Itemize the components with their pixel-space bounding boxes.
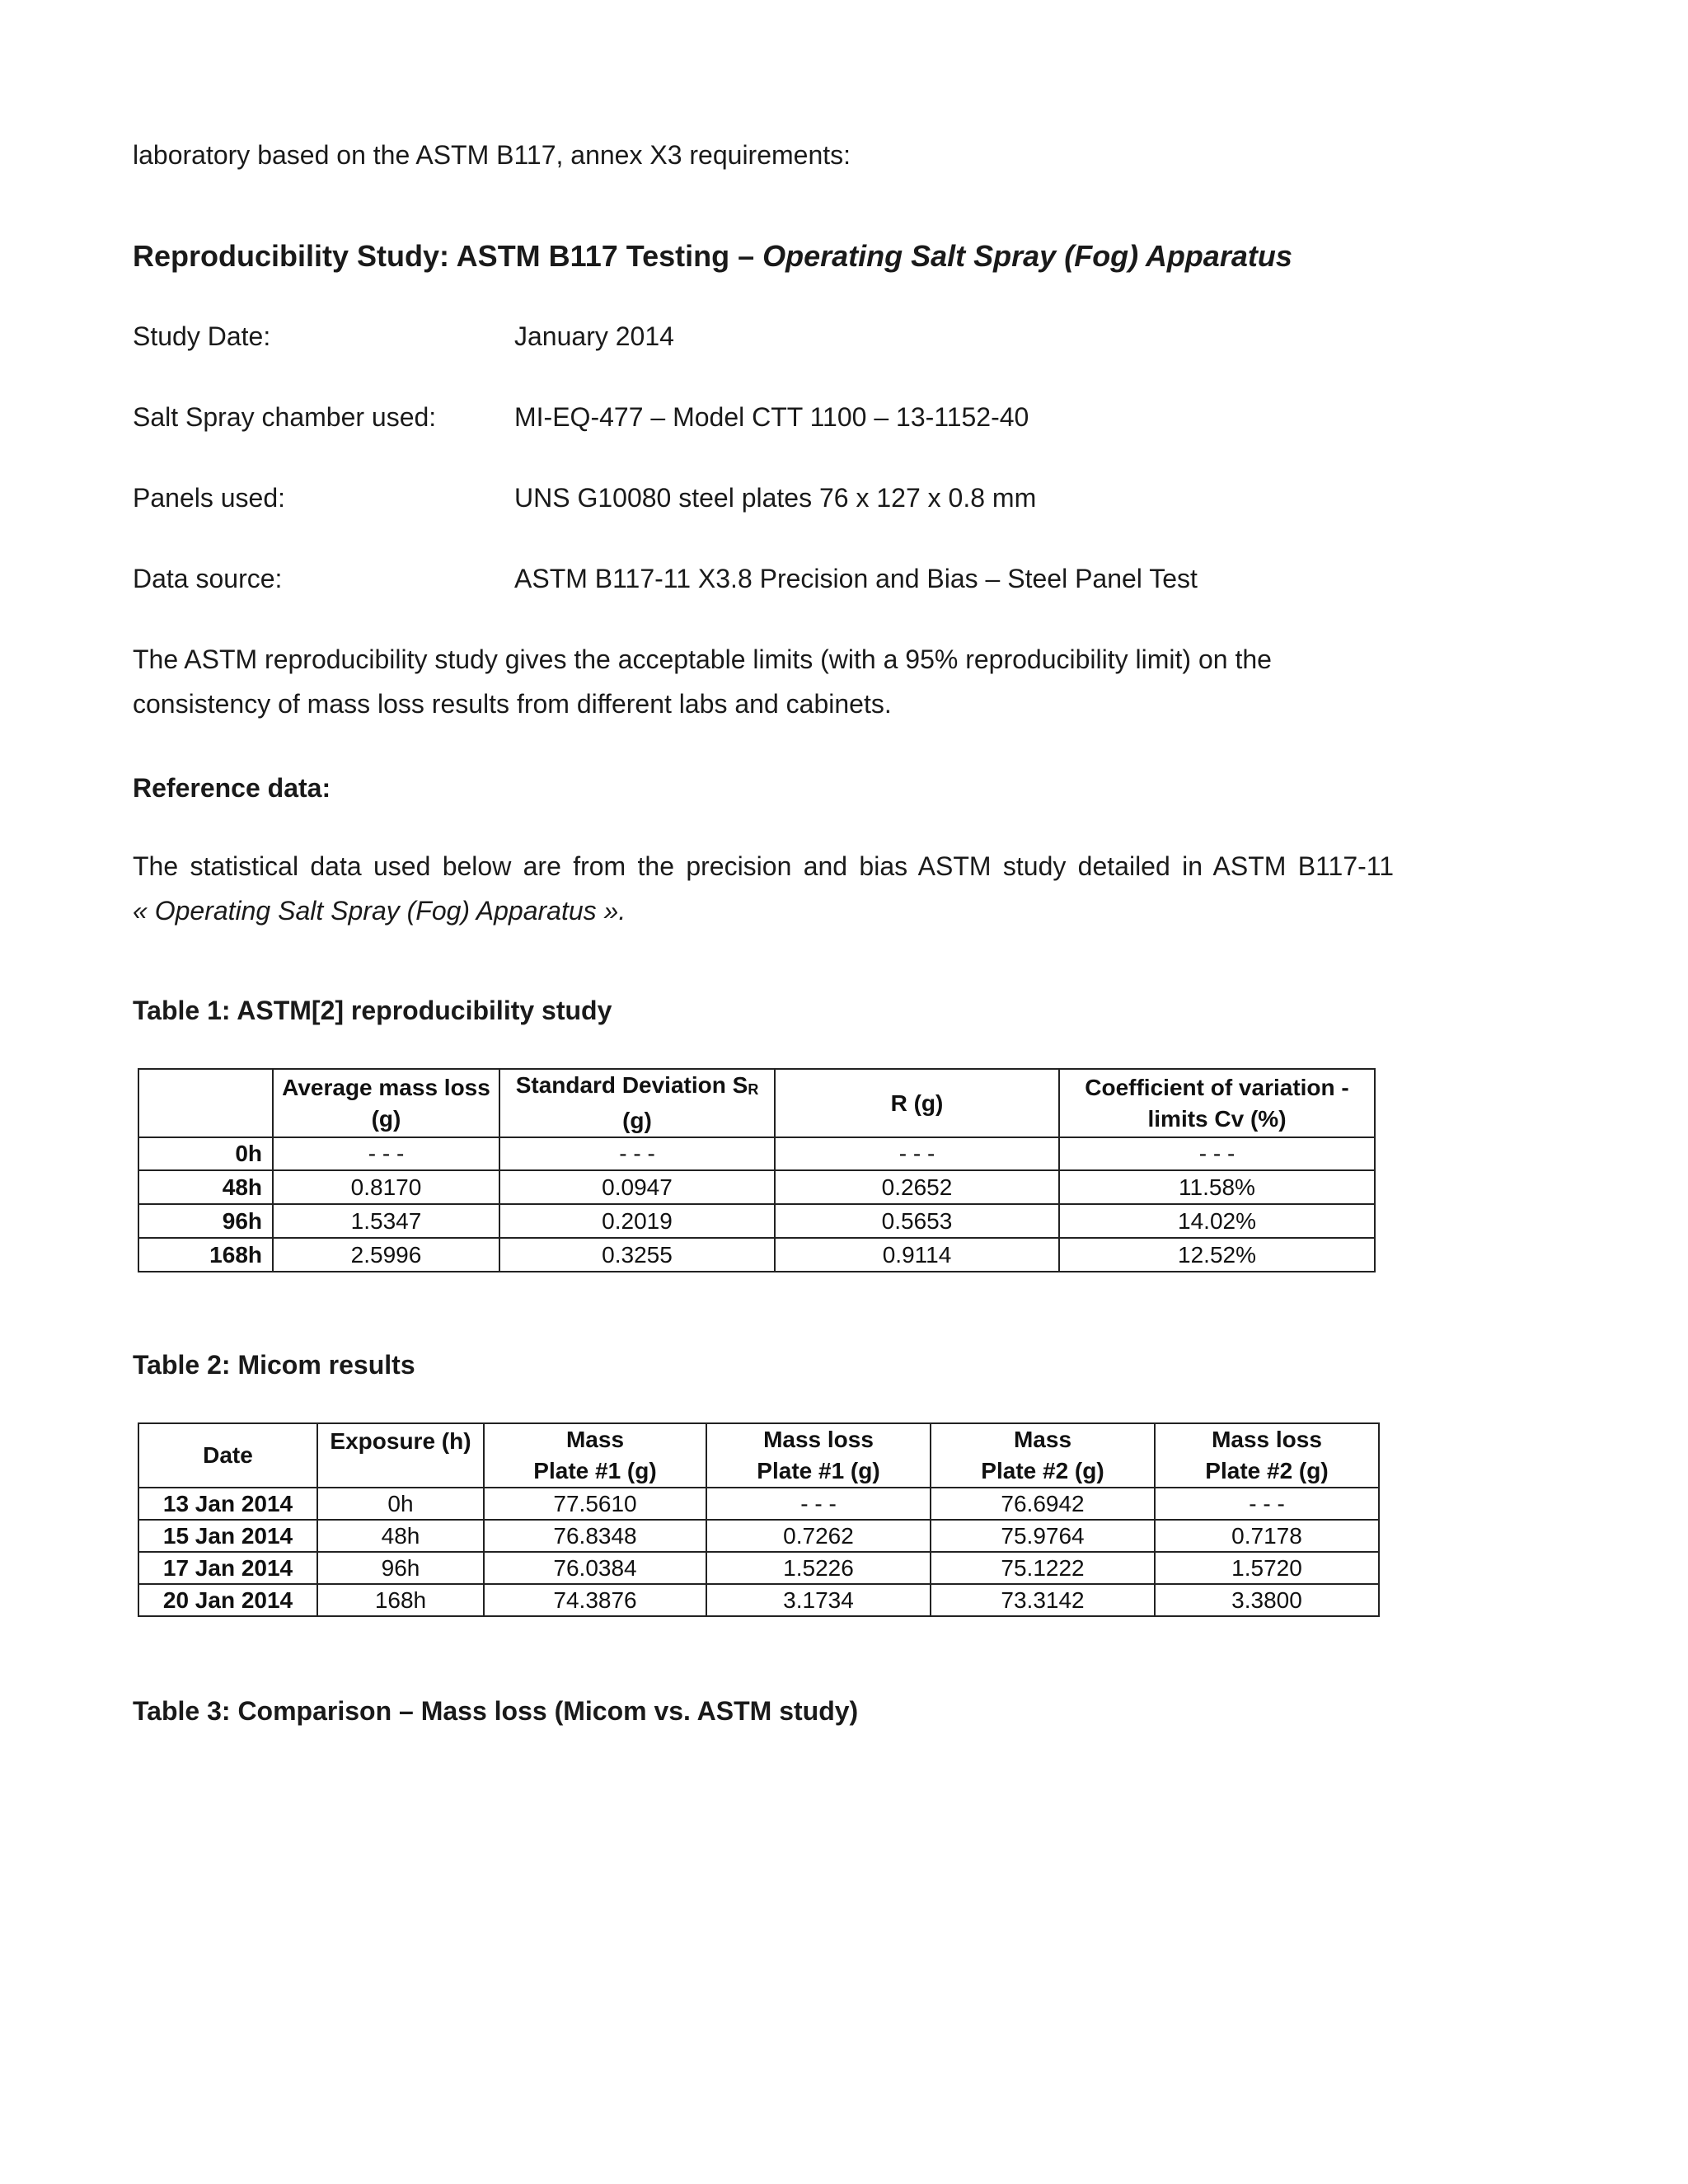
cell-mass1: 76.8348 <box>484 1520 706 1552</box>
field-label: Salt Spray chamber used: <box>133 402 437 432</box>
table-row <box>138 1584 1379 1616</box>
cell-mass1: 74.3876 <box>484 1584 706 1616</box>
table-row <box>138 1238 1375 1272</box>
cell-date: 17 Jan 2014 <box>138 1552 317 1584</box>
table2-micom-results <box>138 1422 1380 1617</box>
table3-caption: Table 3: Comparison – Mass loss (Micom vs. ASTM study) <box>133 1696 859 1726</box>
table-header-row <box>138 1069 1375 1137</box>
table-header-row <box>138 1423 1379 1488</box>
header-blank <box>138 1069 273 1137</box>
heading-italic: Operating Salt Spray (Fog) Apparatus <box>762 239 1292 273</box>
row-label: 168h <box>138 1238 273 1272</box>
cell-date: 15 Jan 2014 <box>138 1520 317 1552</box>
field-value: January 2014 <box>514 321 674 351</box>
header-line: Plate #2 (g) <box>1205 1458 1329 1483</box>
cell-mass2: 75.1222 <box>931 1552 1155 1584</box>
table1-reproducibility <box>138 1068 1376 1272</box>
cell-sd: 0.0947 <box>499 1170 775 1204</box>
cell-r: - - - <box>775 1137 1059 1170</box>
reference-data-label: Reference data: <box>133 773 331 803</box>
header-cv: Coefficient of variation - limits Cv (%) <box>1059 1069 1375 1137</box>
cell-sd: 0.3255 <box>499 1238 775 1272</box>
cell-loss2: 0.7178 <box>1155 1520 1379 1552</box>
header-line: Plate #1 (g) <box>533 1458 657 1483</box>
table-row <box>138 1204 1375 1238</box>
cell-r: 0.5653 <box>775 1204 1059 1238</box>
header-r: R (g) <box>775 1069 1059 1137</box>
cell-sd: 0.2019 <box>499 1204 775 1238</box>
table-row <box>138 1520 1379 1552</box>
cell-avg: 1.5347 <box>273 1204 499 1238</box>
cell-mass1: 77.5610 <box>484 1488 706 1520</box>
cell-date: 13 Jan 2014 <box>138 1488 317 1520</box>
table2-caption: Table 2: Micom results <box>133 1350 415 1380</box>
cell-exposure: 96h <box>317 1552 484 1584</box>
header-line: Mass <box>1013 1427 1072 1452</box>
cell-avg: 0.8170 <box>273 1170 499 1204</box>
header-exposure: Exposure (h) <box>317 1423 484 1488</box>
heading-main: Reproducibility Study: ASTM B117 Testing – <box>133 239 763 273</box>
paragraph-reference-line1: The statistical data used below are from the precision and bias ASTM study detailed in ASTM B117-11 <box>133 851 1394 881</box>
header-line: Plate #2 (g) <box>981 1458 1104 1483</box>
cell-exposure: 168h <box>317 1584 484 1616</box>
paragraph-reproducibility: The ASTM reproducibility study gives the acceptable limits (with a 95% reproducibility limit) on the consistency of mass loss results from different labs and cabinets. <box>133 644 1272 719</box>
cell-exposure: 0h <box>317 1488 484 1520</box>
row-label: 96h <box>138 1204 273 1238</box>
cell-avg: 2.5996 <box>273 1238 499 1272</box>
header-line: Mass loss <box>763 1427 874 1452</box>
cell-mass2: 75.9764 <box>931 1520 1155 1552</box>
field-label: Data source: <box>133 564 283 593</box>
header-loss-plate2 <box>1155 1423 1379 1488</box>
field-label: Study Date: <box>133 321 271 351</box>
table-row <box>138 1137 1375 1170</box>
header-std-dev-sub: R <box>748 1081 759 1098</box>
table-row <box>138 1170 1375 1204</box>
cell-loss1: - - - <box>706 1488 931 1520</box>
header-avg-mass-loss: Average mass loss (g) <box>273 1069 499 1137</box>
cell-r: 0.2652 <box>775 1170 1059 1204</box>
section-heading <box>133 238 1292 274</box>
paragraph-reference-line2: « Operating Salt Spray (Fog) Apparatus ». <box>133 896 626 926</box>
header-line: Mass <box>565 1427 625 1452</box>
cell-cv: - - - <box>1059 1137 1375 1170</box>
header-loss-plate1 <box>706 1423 931 1488</box>
cell-cv: 12.52% <box>1059 1238 1375 1272</box>
cell-exposure: 48h <box>317 1520 484 1552</box>
field-value: ASTM B117-11 X3.8 Precision and Bias – Steel Panel Test <box>514 564 1198 593</box>
header-mass-plate1 <box>484 1423 706 1488</box>
cell-date: 20 Jan 2014 <box>138 1584 317 1616</box>
cell-loss2: 1.5720 <box>1155 1552 1379 1584</box>
table1-caption: Table 1: ASTM[2] reproducibility study <box>133 996 612 1025</box>
cell-sd: - - - <box>499 1137 775 1170</box>
row-label: 48h <box>138 1170 273 1204</box>
header-std-dev-unit: (g) <box>622 1108 652 1133</box>
cell-mass2: 76.6942 <box>931 1488 1155 1520</box>
field-value: UNS G10080 steel plates 76 x 127 x 0.8 mm <box>514 483 1037 513</box>
cell-mass1: 76.0384 <box>484 1552 706 1584</box>
cell-cv: 14.02% <box>1059 1204 1375 1238</box>
cell-loss2: - - - <box>1155 1488 1379 1520</box>
cell-r: 0.9114 <box>775 1238 1059 1272</box>
cell-loss2: 3.3800 <box>1155 1584 1379 1616</box>
header-line: Plate #1 (g) <box>757 1458 880 1483</box>
header-date: Date <box>138 1423 317 1488</box>
intro-text: laboratory based on the ASTM B117, annex X3 requirements: <box>133 140 851 170</box>
row-label: 0h <box>138 1137 273 1170</box>
header-mass-plate2 <box>931 1423 1155 1488</box>
cell-cv: 11.58% <box>1059 1170 1375 1204</box>
cell-avg: - - - <box>273 1137 499 1170</box>
header-line: Mass loss <box>1212 1427 1322 1452</box>
header-std-dev <box>499 1069 775 1137</box>
table-row <box>138 1488 1379 1520</box>
cell-loss1: 1.5226 <box>706 1552 931 1584</box>
table-row <box>138 1552 1379 1584</box>
cell-mass2: 73.3142 <box>931 1584 1155 1616</box>
field-label: Panels used: <box>133 483 286 513</box>
cell-loss1: 0.7262 <box>706 1520 931 1552</box>
header-std-dev-text: Standard Deviation S <box>515 1072 748 1098</box>
field-value: MI-EQ-477 – Model CTT 1100 – 13-1152-40 <box>514 402 1029 432</box>
cell-loss1: 3.1734 <box>706 1584 931 1616</box>
